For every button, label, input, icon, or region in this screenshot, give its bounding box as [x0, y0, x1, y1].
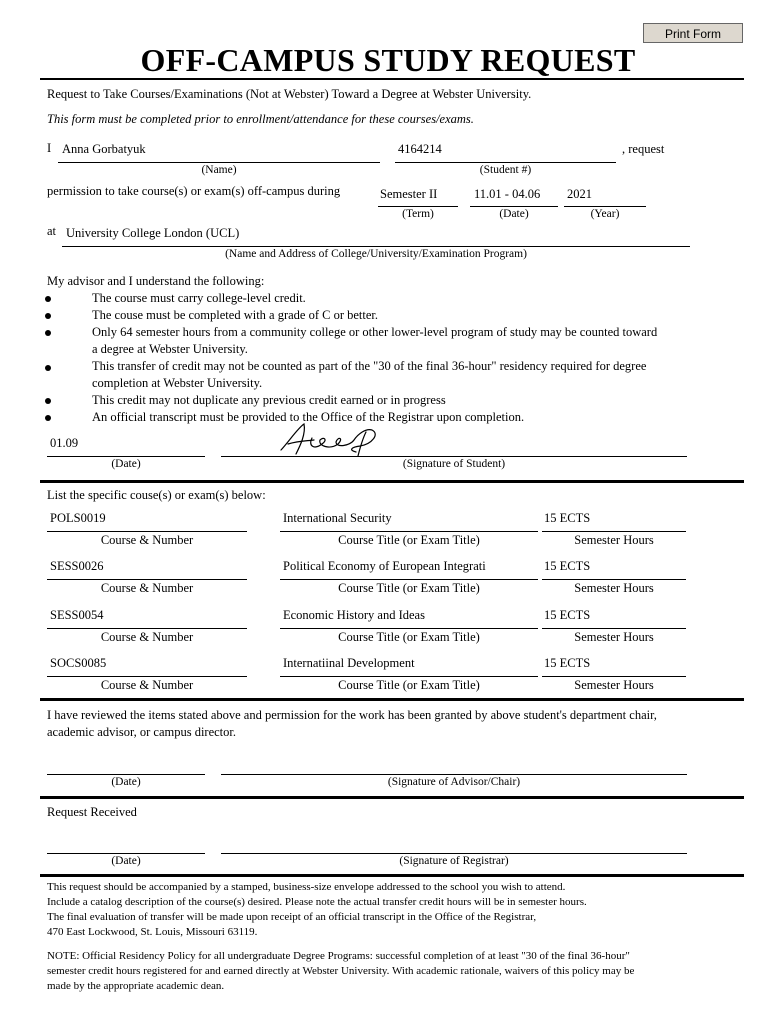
condition-3: Only 64 semester hours from a community college or other lower-level program of study may be counted toward [92, 325, 658, 339]
year-underline [564, 206, 646, 207]
condition-4-continued: completion at Webster University. [92, 376, 263, 390]
name-caption: (Name) [201, 164, 237, 176]
understand-title: My advisor and I understand the following: [47, 274, 265, 288]
course-number-underline [47, 531, 247, 532]
bullet-1 [45, 296, 51, 302]
course-title-underline [280, 579, 538, 580]
course-number-caption: Course & Number [100, 678, 194, 692]
section-rule-2 [40, 698, 744, 701]
at-label: at [47, 224, 57, 238]
course-title-field[interactable]: International Security [283, 511, 392, 525]
intro-note: This form must be completed prior to enrollment/attendance for these courses/exams. [47, 112, 474, 126]
course-title-underline [280, 628, 538, 629]
course-hours-field[interactable]: 15 ECTS [544, 559, 591, 573]
residency-note: NOTE: Official Residency Policy for all undergraduate Degree Programs: successful completion of at least "30 of the final 36-hour" [47, 950, 630, 962]
footer-line: 470 East Lockwood, St. Louis, Missouri 63119. [47, 926, 258, 938]
bullet-5 [45, 398, 51, 404]
list-title: List the specific couse(s) or exam(s) below: [47, 488, 266, 502]
registrar-signature-caption: (Signature of Registrar) [399, 855, 509, 867]
year-field[interactable]: 2021 [567, 187, 592, 201]
bullet-4 [45, 365, 51, 371]
course-title-caption: Course Title (or Exam Title) [338, 630, 480, 644]
review-text: I have reviewed the items stated above and permission for the work has been granted by above student's department chair, [47, 708, 657, 722]
course-title-caption: Course Title (or Exam Title) [338, 533, 480, 547]
course-number-underline [47, 676, 247, 677]
residency-note-continued: made by the appropriate academic dean. [47, 980, 225, 992]
registrar-date-underline [47, 853, 205, 854]
student-signature-underline [221, 456, 687, 457]
course-number-field[interactable]: SOCS0085 [50, 656, 107, 670]
condition-2: The couse must be completed with a grade of C or better. [92, 308, 379, 322]
section-rule-1 [40, 480, 744, 483]
course-number-underline [47, 628, 247, 629]
title-rule [40, 78, 744, 80]
course-hours-caption: Semester Hours [574, 678, 654, 692]
permission-text: permission to take course(s) or exam(s) off-campus during [47, 184, 341, 198]
date-underline [470, 206, 558, 207]
date-caption: (Date) [499, 208, 529, 220]
course-title-caption: Course Title (or Exam Title) [338, 581, 480, 595]
name-underline [58, 162, 380, 163]
registrar-date-caption: (Date) [111, 855, 141, 867]
advisor-signature-caption: (Signature of Advisor/Chair) [387, 776, 521, 788]
institution-field[interactable]: University College London (UCL) [66, 226, 240, 240]
section-rule-4 [40, 874, 744, 877]
institution-underline [62, 246, 690, 247]
course-hours-field[interactable]: 15 ECTS [544, 656, 591, 670]
date-field[interactable]: 11.01 - 04.06 [474, 187, 541, 201]
i-label: I [47, 141, 52, 155]
name-field[interactable]: Anna Gorbatyuk [62, 142, 146, 156]
course-number-field[interactable]: SESS0054 [50, 608, 104, 622]
condition-6: An official transcript must be provided to the Office of the Registrar upon completion. [92, 410, 525, 424]
footer-line: The final evaluation of transfer will be made upon receipt of an official transcript in the Office of the Registrar, [47, 911, 537, 923]
advisor-signature-underline [221, 774, 687, 775]
course-hours-underline [542, 628, 686, 629]
course-number-caption: Course & Number [100, 581, 194, 595]
advisor-date-underline [47, 774, 205, 775]
course-number-field[interactable]: SESS0026 [50, 559, 104, 573]
course-hours-underline [542, 676, 686, 677]
term-caption: (Term) [402, 208, 434, 220]
course-hours-caption: Semester Hours [574, 581, 654, 595]
student-number-caption: (Student #) [479, 164, 532, 176]
page-title: OFF-CAMPUS STUDY REQUEST [140, 42, 636, 78]
footer-line: This request should be accompanied by a stamped, business-size envelope addressed to the school you wish to attend. [47, 881, 566, 893]
request-label: , request [622, 142, 665, 156]
course-number-underline [47, 579, 247, 580]
course-hours-underline [542, 579, 686, 580]
institution-caption: (Name and Address of College/University/Examination Program) [225, 248, 527, 260]
intro-text: Request to Take Courses/Examinations (Not at Webster) Toward a Degree at Webster University. [47, 87, 532, 101]
condition-4: This transfer of credit may not be counted as part of the "30 of the final 36-hour" residency required for degree [92, 359, 647, 373]
registrar-signature-underline [221, 853, 687, 854]
print-form-button[interactable]: Print Form [643, 23, 743, 43]
student-signature-caption: (Signature of Student) [402, 458, 506, 470]
request-received-label: Request Received [47, 805, 137, 819]
course-hours-field[interactable]: 15 ECTS [544, 608, 591, 622]
course-title-field[interactable]: Internatiinal Development [283, 656, 415, 670]
bullet-6 [45, 415, 51, 421]
condition-3-continued: a degree at Webster University. [92, 342, 248, 356]
condition-1: The course must carry college-level credit. [92, 291, 306, 305]
student-signature-date-caption: (Date) [111, 458, 141, 470]
term-field[interactable]: Semester II [380, 187, 438, 201]
residency-note-continued: semester credit hours registered for and earned directly at Webster University. With academic rationale, waivers of this policy may be [47, 965, 635, 977]
course-hours-underline [542, 531, 686, 532]
review-text-continued: academic advisor, or campus director. [47, 725, 237, 739]
student-number-underline [395, 162, 616, 163]
course-title-caption: Course Title (or Exam Title) [338, 678, 480, 692]
footer-line: Include a catalog description of the course(s) desired. Please note the actual transfer credit hours will be in semester hours. [47, 896, 587, 908]
course-number-caption: Course & Number [100, 533, 194, 547]
course-title-underline [280, 531, 538, 532]
term-underline [378, 206, 458, 207]
course-hours-caption: Semester Hours [574, 533, 654, 547]
course-hours-field[interactable]: 15 ECTS [544, 511, 591, 525]
section-rule-3 [40, 796, 744, 799]
course-title-underline [280, 676, 538, 677]
course-number-caption: Course & Number [100, 630, 194, 644]
course-hours-caption: Semester Hours [574, 630, 654, 644]
bullet-2 [45, 313, 51, 319]
year-caption: (Year) [590, 208, 620, 220]
course-title-field[interactable]: Political Economy of European Integrati [283, 559, 486, 573]
course-title-field[interactable]: Economic History and Ideas [283, 608, 425, 622]
student-signature-image [276, 416, 388, 460]
student-number-field[interactable]: 4164214 [398, 142, 442, 156]
advisor-date-caption: (Date) [111, 776, 141, 788]
student-signature-date-underline [47, 456, 205, 457]
condition-5: This credit may not duplicate any previous credit earned or in progress [92, 393, 446, 407]
student-signature-date-field[interactable]: 01.09 [50, 436, 79, 450]
bullet-3 [45, 330, 51, 336]
course-number-field[interactable]: POLS0019 [50, 511, 106, 525]
